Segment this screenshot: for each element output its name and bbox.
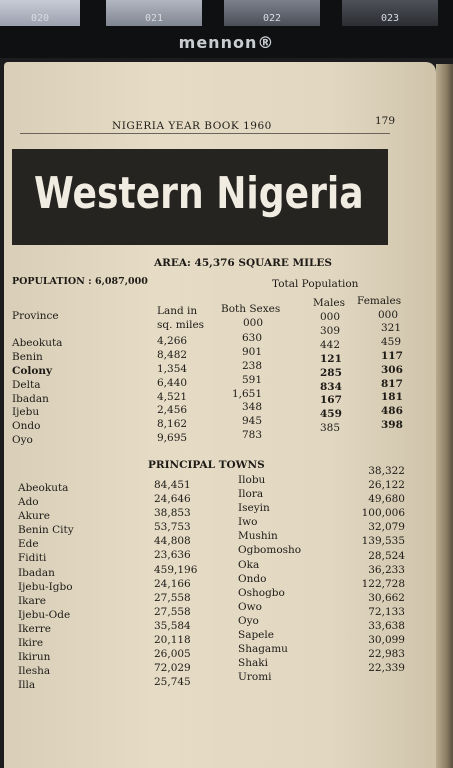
town-population: 24,646: [154, 493, 191, 506]
town-population: 122,728: [361, 577, 405, 590]
col-header-both-sexes: Both Sexes: [221, 303, 281, 315]
color-swatch: [342, 0, 438, 26]
town-population: 27,558: [154, 591, 191, 604]
town-name: Ikare: [18, 594, 47, 607]
population-heading: POPULATION : 6,087,000: [12, 276, 148, 287]
town-name: Ikire: [18, 637, 44, 650]
town-name: Ondo: [238, 572, 267, 585]
town-population: 32,079: [368, 521, 405, 534]
males-value: 459: [320, 408, 342, 421]
left-town-populations: [154, 478, 197, 689]
town-population: 35,584: [154, 619, 191, 632]
land-area-value: 8,482: [157, 348, 188, 361]
females-value: 398: [381, 419, 403, 432]
town-population: 49,680: [368, 493, 405, 506]
page-number: 179: [375, 115, 396, 127]
swatch-label: 020: [30, 13, 50, 24]
col-header-land: Land in: [157, 305, 198, 317]
swatch-label: 022: [262, 13, 282, 24]
town-name: Abeokuta: [18, 482, 69, 494]
town-name: Shaki: [238, 657, 268, 670]
females-value: 306: [381, 363, 403, 376]
both-sexes-value: 591: [241, 373, 262, 386]
town-population: 100,006: [361, 507, 405, 520]
town-population: 38,853: [154, 507, 191, 520]
province-males: [320, 325, 342, 436]
col-header-females-unit: 000: [378, 309, 399, 321]
females-value: 486: [381, 405, 403, 418]
town-population: 25,745: [154, 676, 191, 689]
town-name: Owo: [238, 600, 262, 613]
town-population: 30,662: [368, 591, 405, 604]
land-area-value: 6,440: [157, 376, 188, 389]
town-population: 84,451: [154, 479, 191, 491]
page-stack-edge: [436, 64, 453, 768]
province-name: Ibadan: [12, 392, 49, 405]
province-name: Delta: [12, 378, 41, 391]
town-name: Oyo: [238, 614, 259, 627]
town-name: Benin City: [18, 524, 74, 537]
town-population: 33,638: [368, 620, 405, 633]
province-both-sexes: [230, 332, 262, 443]
province-name: Colony: [12, 364, 53, 377]
color-swatch: [0, 0, 80, 26]
town-name: Akure: [18, 510, 50, 523]
town-name: Shagamu: [238, 643, 288, 656]
town-population: 24,166: [154, 577, 191, 590]
both-sexes-value: 238: [241, 359, 262, 372]
town-name: Ibadan: [18, 566, 55, 579]
both-sexes-value: 901: [241, 345, 262, 358]
land-area-value: 4,266: [157, 335, 188, 347]
town-population: 72,133: [368, 605, 405, 618]
running-header: NIGERIA YEAR BOOK 1960: [112, 120, 272, 132]
town-population: 26,122: [368, 479, 405, 492]
town-name: Illa: [18, 679, 36, 692]
color-swatch: [224, 0, 320, 26]
town-name: Ado: [18, 496, 39, 509]
land-area-value: 8,162: [157, 418, 188, 431]
town-name: Ikerre: [18, 622, 51, 635]
town-name: Oshogbo: [238, 586, 285, 599]
province-females: [381, 322, 403, 433]
swatch-label: 023: [380, 13, 400, 24]
towns-heading: PRINCIPAL TOWNS: [148, 459, 265, 471]
males-value: 121: [320, 352, 342, 365]
town-name: Iwo: [238, 516, 258, 529]
town-name: Ilora: [238, 488, 264, 501]
town-population: 26,005: [154, 648, 191, 661]
town-population: 44,808: [154, 535, 191, 548]
col-header-females: Females: [357, 295, 402, 307]
header-rule: [20, 133, 390, 134]
col-header-both-unit: 000: [243, 317, 264, 329]
page-title: Western Nigeria: [34, 168, 364, 219]
males-value: 309: [320, 325, 341, 337]
town-population: 20,118: [154, 634, 191, 647]
town-name: Ede: [18, 538, 39, 551]
col-header-males-unit: 000: [320, 311, 341, 323]
females-value: 181: [381, 391, 403, 404]
females-value: 117: [381, 349, 403, 362]
males-value: 834: [320, 380, 342, 393]
land-area-value: 1,354: [157, 362, 188, 375]
town-name: Ogbomosho: [238, 544, 302, 557]
town-population: 139,535: [361, 535, 405, 548]
town-name: Sapele: [238, 629, 274, 642]
females-value: 817: [381, 377, 403, 390]
right-town-populations: [355, 464, 405, 675]
both-sexes-value: 945: [241, 415, 262, 428]
town-population: 23,636: [154, 549, 191, 562]
col-header-land-unit: sq. miles: [157, 319, 205, 331]
land-area-value: 2,456: [157, 404, 188, 417]
province-name: Ijebu: [12, 406, 40, 419]
females-value: 459: [381, 335, 402, 348]
town-population: 30,099: [368, 634, 405, 647]
province-name: Oyo: [12, 434, 33, 447]
col-header-males: Males: [313, 297, 345, 309]
town-population: 72,029: [154, 662, 191, 675]
monitor-brand-logo: mennon®: [178, 33, 275, 52]
town-population: 27,558: [154, 605, 191, 618]
land-area-value: 4,521: [157, 390, 188, 403]
both-sexes-value: 783: [241, 429, 262, 442]
town-population: 38,322: [368, 465, 405, 477]
total-population-label: Total Population: [272, 278, 359, 290]
town-name: Mushin: [238, 530, 278, 543]
province-name: Ondo: [12, 420, 41, 433]
left-town-names: [18, 481, 74, 692]
area-heading: AREA: 45,376 SQUARE MILES: [154, 257, 332, 269]
land-area-value: 9,695: [157, 432, 188, 445]
province-land-area: [157, 335, 187, 446]
males-value: 285: [320, 366, 342, 379]
province-name: Benin: [12, 350, 43, 363]
town-name: Iseyin: [238, 502, 270, 515]
males-value: 442: [320, 338, 341, 351]
both-sexes-value: 630: [241, 332, 262, 344]
town-population: 53,753: [154, 521, 191, 534]
col-header-province: Province: [12, 310, 59, 322]
town-name: Uromi: [238, 671, 272, 684]
both-sexes-value: 1,651: [231, 387, 262, 400]
town-population: 22,339: [368, 662, 405, 675]
town-population: 36,233: [368, 563, 405, 576]
town-population: 28,524: [368, 549, 405, 562]
town-name: Ijebu-Igbo: [18, 580, 73, 593]
swatch-label: 021: [144, 13, 164, 24]
town-name: Ikirun: [18, 651, 51, 664]
town-name: Ilesha: [18, 665, 51, 678]
males-value: 167: [320, 394, 342, 407]
town-name: Fiditi: [18, 552, 47, 565]
town-population: 459,196: [154, 563, 198, 576]
town-name: Ilobu: [238, 474, 266, 486]
monitor-bezel: [0, 0, 453, 58]
town-population: 22,983: [368, 648, 405, 661]
right-town-names: [238, 473, 301, 684]
province-name: Abeokuta: [12, 337, 63, 349]
males-value: 385: [320, 422, 341, 435]
color-swatch: [106, 0, 202, 26]
both-sexes-value: 348: [241, 401, 262, 414]
town-name: Ijebu-Ode: [18, 608, 71, 621]
town-name: Oka: [238, 558, 260, 571]
province-names: [12, 337, 62, 448]
females-value: 321: [381, 322, 402, 334]
